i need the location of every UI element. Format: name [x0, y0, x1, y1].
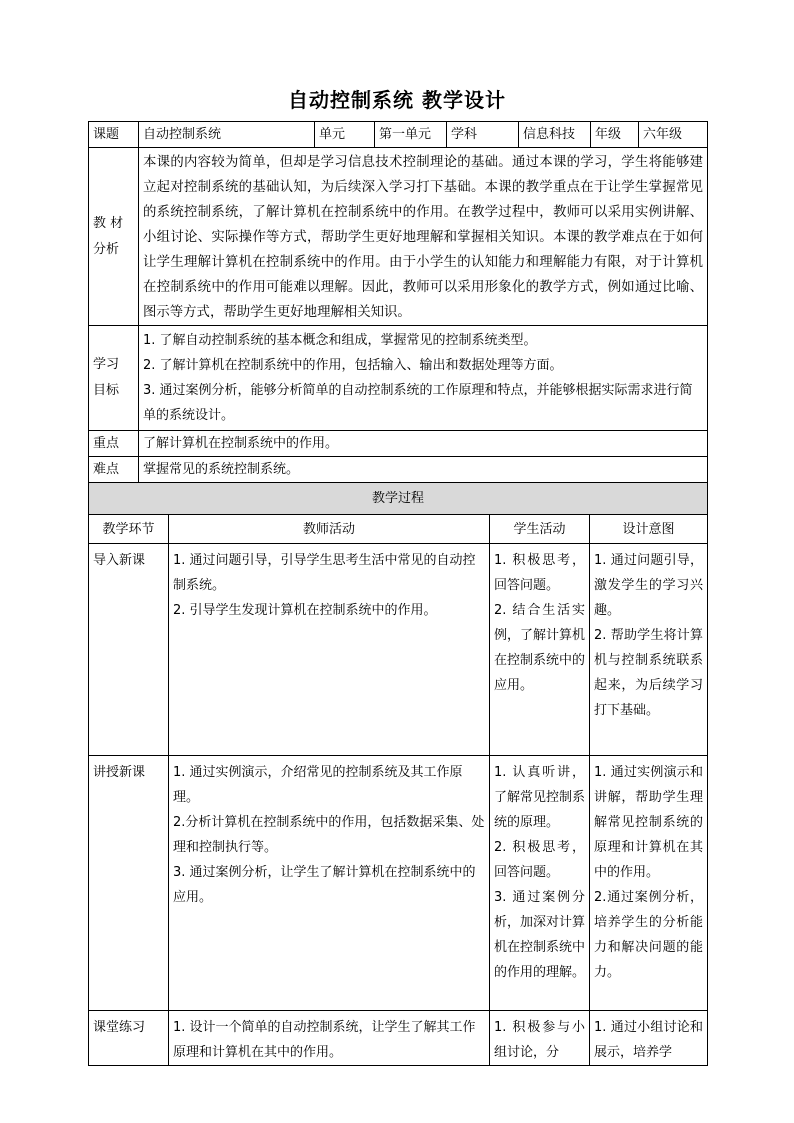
- column-header-student: 学生活动: [490, 515, 590, 544]
- goals-label: [89, 326, 139, 431]
- goal-item: 2. 了解计算机在控制系统中的作用，包括输入、输出和数据处理等方面。: [143, 358, 563, 373]
- table-row: [89, 756, 708, 1011]
- teacher-step: 1. 设计一个简单的自动控制系统，让学生了解其工作原理和计算机在其中的作用。: [173, 1020, 476, 1060]
- goals-label-line1: 学习: [93, 357, 120, 372]
- teacher-step: 1. 通过实例演示，介绍常见的控制系统及其工作原理。: [173, 765, 463, 805]
- student-activity-cell: [490, 756, 590, 1011]
- analysis-label-line2: 分析: [93, 241, 120, 257]
- teacher-step: 1. 通过问题引导，引导学生思考生活中常见的自动控制系统。: [173, 553, 476, 593]
- intent-item: 1. 通过实例演示和讲解，帮助学生理解常见控制系统的原理和计算机在其中的作用。: [594, 765, 704, 880]
- topic-label: 课题: [89, 122, 139, 148]
- analysis-text: 本课的内容较为简单，但却是学习信息技术控制理论的基础。通过本课的学习，学生将能够建立起对控制系统的基础认知，为后续深入学习打下基础。本课的教学重点在于让学生掌握常见的系统控制系统，了解计算机在控制系统中的作用。在教学过程中，教师可以采用实例讲解、小组讨论、实际操作等方式，帮助学生更好地理解和掌握相关知识。本课的教学难点在于如何让学生理解计算机在控制系统中的作用。由于小学生的认知能力和理解能力有限，对于计算机在控制系统中的作用可能难以理解。因此，教师可以采用形象化的教学方式，例如通过比喻、图示等方式，帮助学生更好地理解相关知识。: [139, 148, 708, 326]
- student-step: 2. 结合生活实例，了解计算机在控制系统中的应用。: [494, 603, 586, 693]
- teacher-activity-cell: [169, 1011, 490, 1066]
- column-header-intent: 设计意图: [590, 515, 708, 544]
- intent-cell: [590, 756, 708, 1011]
- goals-label-line2: 目标: [93, 383, 120, 398]
- stage-cell: 导入新课: [89, 544, 169, 756]
- grade-value: 六年级: [639, 122, 708, 148]
- student-activity-cell: [490, 1011, 590, 1066]
- goals-list: [139, 326, 708, 431]
- subject-label: 学科: [447, 122, 519, 148]
- grade-label: 年级: [591, 122, 639, 148]
- info-table: [88, 121, 708, 483]
- teacher-step: 3. 通过案例分析，让学生了解计算机在控制系统中的应用。: [173, 865, 476, 905]
- stage-cell: 讲授新课: [89, 756, 169, 1011]
- intent-item: 2.通过案例分析，培养学生的分析能力和解决问题的能力。: [594, 890, 704, 980]
- stage-cell: 课堂练习: [89, 1011, 169, 1066]
- goal-item: 3. 通过案例分析，能够分析简单的自动控制系统的工作原理和特点，并能够根据实际需求进行简单的系统设计。: [143, 383, 693, 423]
- subject-value: 信息科技: [519, 122, 591, 148]
- column-header-teacher: 教师活动: [169, 515, 490, 544]
- student-activity-cell: [490, 544, 590, 756]
- student-step: 2. 积极思考，回答问题。: [494, 840, 585, 880]
- analysis-label: [89, 148, 139, 326]
- intent-item: 2. 帮助学生将计算机与控制系统联系起来，为后续学习打下基础。: [594, 628, 704, 718]
- teacher-step: 2.分析计算机在控制系统中的作用，包括数据采集、处理和控制执行等。: [173, 815, 485, 855]
- teacher-activity-cell: [169, 544, 490, 756]
- key-point-text: 了解计算机在控制系统中的作用。: [139, 431, 708, 457]
- teacher-activity-cell: [169, 756, 490, 1011]
- student-step: 1. 认真听讲，了解常见控制系统的原理。: [494, 765, 586, 830]
- student-step: 1. 积极参与小组讨论，分: [494, 1020, 585, 1060]
- unit-label: 单元: [315, 122, 375, 148]
- unit-value: 第一单元: [375, 122, 447, 148]
- goal-item: 1. 了解自动控制系统的基本概念和组成，掌握常见的控制系统类型。: [143, 333, 537, 348]
- analysis-label-line1: 教 材: [93, 215, 124, 231]
- topic-value: 自动控制系统: [139, 122, 315, 148]
- column-header-stage: 教学环节: [89, 515, 169, 544]
- intent-cell: [590, 1011, 708, 1066]
- key-point-label: 重点: [89, 431, 139, 457]
- table-row: [89, 544, 708, 756]
- process-header: 教学过程: [89, 483, 708, 515]
- intent-cell: [590, 544, 708, 756]
- teacher-step: 2. 引导学生发现计算机在控制系统中的作用。: [173, 603, 437, 618]
- page-title: 自动控制系统 教学设计: [288, 88, 506, 112]
- student-step: 1. 积极思考，回答问题。: [494, 553, 585, 593]
- difficulty-text: 掌握常见的系统控制系统。: [139, 457, 708, 483]
- intent-item: 1. 通过小组讨论和展示，培养学: [594, 1020, 704, 1060]
- process-table: [88, 482, 708, 1066]
- student-step: 3. 通过案例分析，加深对计算机在控制系统中的作用的理解。: [494, 890, 586, 980]
- intent-item: 1. 通过问题引导，激发学生的学习兴趣。: [594, 553, 704, 618]
- difficulty-label: 难点: [89, 457, 139, 483]
- table-row: [89, 1011, 708, 1066]
